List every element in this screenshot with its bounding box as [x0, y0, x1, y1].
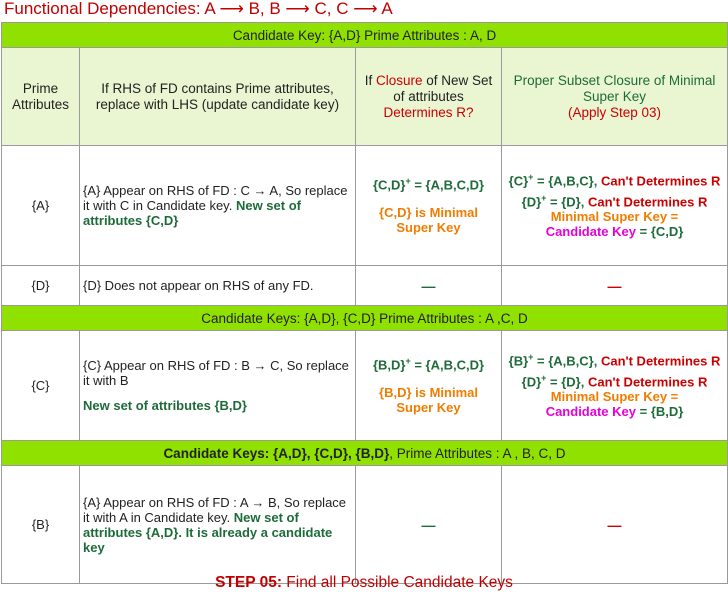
candidate-keys-band-3 — [2, 441, 728, 466]
band-3-prime: , Prime Attributes : A , B, C, D — [389, 445, 566, 461]
subset-dash: — — [502, 466, 728, 584]
header-closure-mid: of New Set of attributes — [393, 72, 493, 104]
subset-line-2 — [505, 373, 724, 389]
band-row-3 — [2, 441, 728, 466]
subset-1-cant: Can't Determines R — [600, 353, 721, 369]
header-closure-determines: Determines R? — [383, 104, 474, 120]
desc-text: {A} Appear on RHS of FD : A → B, So replace it with A in Candidate key. — [83, 494, 347, 525]
closure-plus: + — [405, 176, 411, 187]
header-rhs-replace: If RHS of FD contains Prime attributes, replace with LHS (update candidate key) — [80, 48, 356, 146]
ck-line — [505, 404, 724, 419]
closure-lhs: {C,D} — [372, 177, 406, 193]
candidate-keys-band-2: Candidate Keys: {A,D}, {C,D} Prime Attributes : A ,C, D — [2, 306, 728, 331]
page-title: Functional Dependencies: A ⟶ B, B ⟶ C, C ⟶ A — [4, 0, 393, 18]
step-text: Find all Possible Candidate Keys — [282, 574, 513, 591]
header-proper-subset — [502, 48, 728, 146]
table-row-d — [2, 266, 728, 306]
subset-2-plus: + — [541, 372, 547, 383]
step-label: STEP 05: — [215, 574, 282, 591]
band-row-1 — [2, 23, 728, 48]
subset-2-lhs: {D} — [521, 373, 542, 389]
closure-expression — [359, 356, 498, 372]
attr-cell: {A} — [2, 146, 80, 266]
msk-label: Minimal Super Key = — [550, 388, 679, 404]
closure-lhs: {B,D} — [372, 357, 406, 373]
desc-new-set: New set of attributes {C,D} — [83, 198, 301, 228]
ck-value: = {B,D} — [636, 403, 684, 419]
desc-text: {C} Appear on RHS of FD : B → C, So replace it with B — [83, 358, 349, 388]
closure-cell — [356, 331, 502, 441]
band-row-2 — [2, 306, 728, 331]
closure-plus: + — [405, 356, 411, 367]
closure-cell — [356, 146, 502, 266]
attr-cell: {D} — [2, 266, 80, 306]
header-prime-attributes: Prime Attributes — [2, 48, 80, 146]
ck-value: = {C,D} — [636, 223, 684, 239]
subset-1-cant: Can't Determines R — [600, 173, 721, 189]
desc-new-set: New set of attributes {B,D} — [83, 398, 247, 413]
subset-dash: — — [502, 266, 728, 306]
closure-expression — [359, 176, 498, 192]
subset-line-2 — [505, 193, 724, 209]
closure-rhs: = {A,B,C,D} — [410, 177, 485, 193]
subset-cell — [502, 331, 728, 441]
attr-cell: {B} — [2, 466, 80, 584]
header-proper-subset-main: Proper Subset Closure of Minimal Super Key — [513, 72, 716, 104]
ck-label: Candidate Key — [545, 223, 636, 239]
subset-line-1 — [505, 172, 724, 188]
desc-cell: {D} Does not appear on RHS of any FD. — [80, 266, 356, 306]
subset-2-cant: Can't Determines R — [587, 373, 708, 389]
subset-2-rhs: = {D}, — [546, 373, 588, 389]
table-row-c — [2, 331, 728, 441]
closure-rhs: = {A,B,C,D} — [410, 357, 485, 373]
closure-dash: — — [356, 466, 502, 584]
ck-line — [505, 224, 724, 239]
subset-1-lhs: {C} — [508, 173, 529, 189]
subset-cell — [502, 146, 728, 266]
header-closure — [356, 48, 502, 146]
subset-2-rhs: = {D}, — [546, 193, 588, 209]
header-closure-pre: If — [364, 72, 376, 88]
minimal-super-key-text: {C,D} is Minimal Super Key — [379, 204, 478, 235]
subset-1-plus: + — [528, 172, 534, 183]
desc-cell — [80, 466, 356, 584]
msk-label: Minimal Super Key = — [550, 208, 679, 224]
band-3-keys: Candidate Keys: {A,D}, {C,D}, {B,D} — [163, 445, 390, 461]
subset-1-lhs: {B} — [508, 353, 529, 369]
desc-text: {A} Appear on RHS of FD : C → A, So replace it with C in Candidate key. — [83, 183, 348, 213]
subset-1-plus: + — [528, 352, 534, 363]
minimal-super-key-text: {B,D} is Minimal Super Key — [379, 384, 478, 415]
subset-2-plus: + — [541, 192, 547, 203]
desc-cell — [80, 331, 356, 441]
closure-dash: — — [356, 266, 502, 306]
subset-1-rhs: = {A,B,C}, — [533, 173, 601, 189]
desc-new-set: New set of attributes {A,D}. It is already a candidate key — [83, 509, 333, 555]
table-row-a — [2, 146, 728, 266]
candidate-key-band: Candidate Key: {A,D} Prime Attributes : A, D — [2, 23, 728, 48]
attr-cell: {C} — [2, 331, 80, 441]
subset-2-cant: Can't Determines R — [587, 193, 708, 209]
step-caption — [0, 574, 728, 592]
subset-line-1 — [505, 352, 724, 368]
table-row-b — [2, 466, 728, 584]
desc-cell — [80, 146, 356, 266]
header-proper-subset-step: (Apply Step 03) — [567, 104, 662, 120]
subset-1-rhs: = {A,B,C}, — [533, 353, 601, 369]
candidate-key-table — [1, 22, 728, 584]
ck-label: Candidate Key — [545, 403, 636, 419]
header-row — [2, 48, 728, 146]
subset-2-lhs: {D} — [521, 193, 542, 209]
header-closure-red: Closure — [375, 72, 423, 88]
